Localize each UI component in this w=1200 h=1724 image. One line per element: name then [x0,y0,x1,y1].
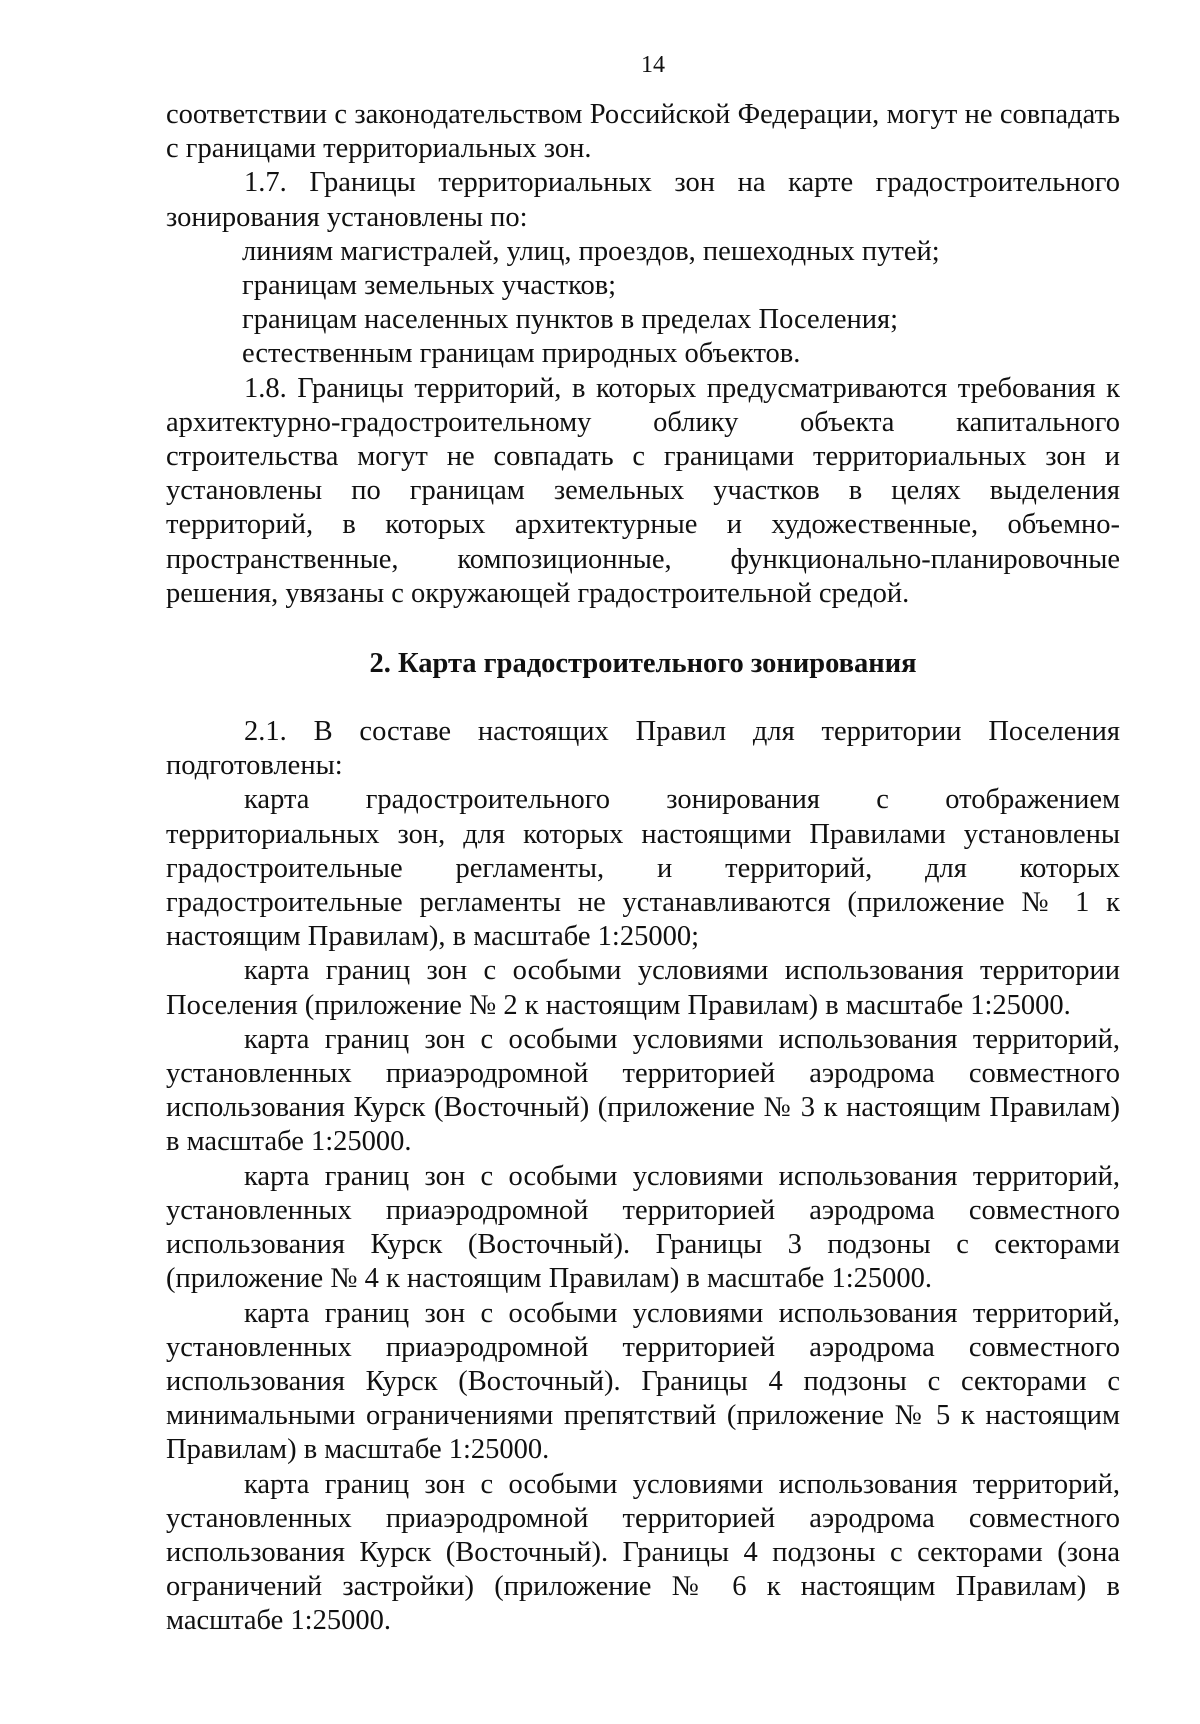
list-item: карта границ зон с особыми условиями использования территории Поселения (приложение № 2 к настоящим Правилам) в масштабе 1:25000. [166,955,1120,1021]
list-1-7 [166,235,1120,372]
document-page [166,48,1120,1639]
list-item: границам земельных участков; [242,270,617,302]
list-item: карта границ зон с особыми условиями использования территорий, установленных приаэродромной территорией аэродрома совместного использования Курск (Восточный). Границы 4 подзоны с секторами с минимальными ограничениями препятствий (приложение № 5 к настоящим Правилам) в масштабе 1:25000. [166,1297,1120,1466]
paragraph-2-1: 2.1. В составе настоящих Правил для территории Поселения подготовлены: [166,716,1120,782]
paragraph-1-7: 1.7. Границы территориальных зон на карте градостроительного зонирования установлены по: [166,167,1120,233]
list-item: карта градостроительного зонирования с отображением территориальных зон, для которых настоящими Правилами установлены градостроительные регламенты, и территорий, для которых градостроительные регламенты не устанавливаются (приложение № 1 к настоящим Правилам), в масштабе 1:25000; [166,784,1120,953]
list-2-1 [166,783,1120,1638]
list-item: карта границ зон с особыми условиями использования территорий, установленных приаэродромной территорией аэродрома совместного использования Курск (Восточный) (приложение № 3 к настоящим Правилам) в масштабе 1:25000. [166,1023,1120,1158]
list-item: границам населенных пунктов в пределах Поселения; [242,304,899,336]
section-heading: 2. Карта градостроительного зонирования [369,648,917,680]
list-item: карта границ зон с особыми условиями использования территорий, установленных приаэродромной территорией аэродрома совместного использования Курск (Восточный). Границы 4 подзоны с секторами (зона ограничений застройки) (приложение № 6 к настоящим Правилам) в масштабе 1:25000. [166,1468,1120,1637]
list-item: карта границ зон с особыми условиями использования территорий, установленных приаэродромной территорией аэродрома совместного использования Курск (Восточный). Границы 3 подзоны с секторами (приложение № 4 к настоящим Правилам) в масштабе 1:25000. [166,1160,1120,1295]
list-item: естественным границам природных объектов. [242,338,801,370]
paragraph-continuation: соответствии с законодательством Российской Федерации, могут не совпадать с границами территориальных зон. [166,99,1120,165]
page-number: 14 [641,52,665,78]
list-item: линиям магистралей, улиц, проездов, пешеходных путей; [242,235,940,267]
paragraph-1-8: 1.8. Границы территорий, в которых предусматриваются требования к архитектурно-градостроительному облику объекта капитального строительства могут не совпадать с границами территориальных зон и установлены по границам земельных участков в целях выделения территорий, в которых архитектурные и художественные, объемно-пространственные, композиционные, функционально-планировочные решения, увязаны с окружающей градостроительной средой. [166,372,1120,609]
